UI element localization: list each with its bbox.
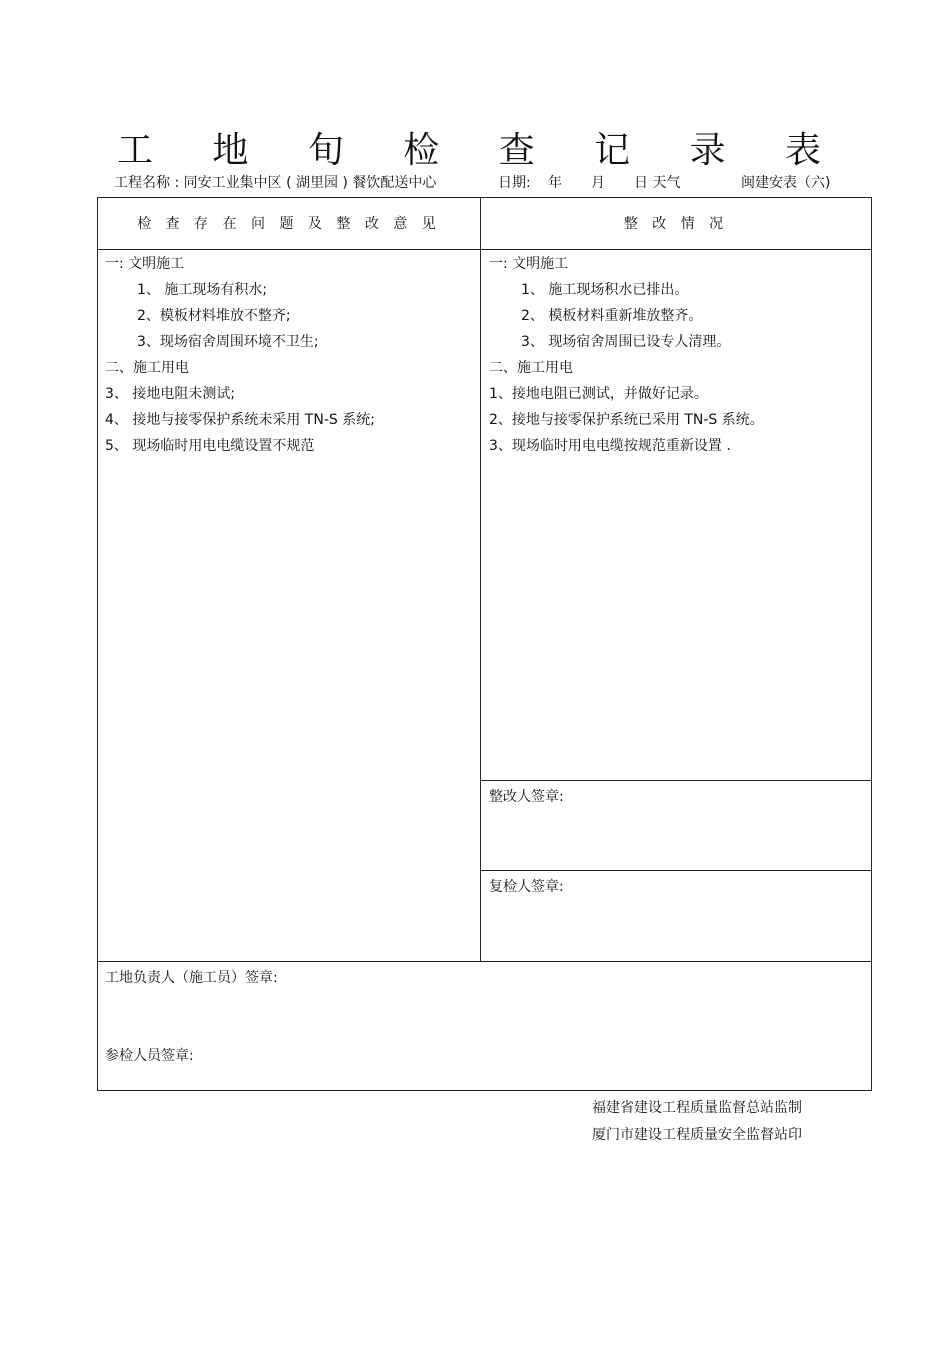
issue-line: 3、 接地电阻未测试; bbox=[105, 386, 236, 402]
rectification-line: 一: 文明施工 bbox=[489, 256, 569, 272]
header-info bbox=[0, 172, 950, 192]
date-label: 日期: bbox=[498, 175, 531, 191]
rectification-line: 2、 模板材料重新堆放整齐。 bbox=[521, 308, 703, 324]
rectifier-signature-label: 整改人签章: bbox=[489, 789, 564, 805]
site-manager-signature-label: 工地负责人（施工员）签章: bbox=[105, 970, 278, 986]
day-weather-label: 日 天气 bbox=[634, 175, 681, 191]
rechecker-signature-label: 复检人签章: bbox=[489, 879, 564, 895]
rechecker-divider bbox=[480, 870, 872, 871]
issues-column-header: 检 查 存 在 问 题 及 整 改 意 见 bbox=[137, 216, 441, 232]
rectification-line: 2、接地与接零保护系统已采用 TN-S 系统。 bbox=[489, 412, 764, 428]
header-divider bbox=[97, 249, 872, 250]
issue-line: 一: 文明施工 bbox=[105, 256, 185, 272]
issue-line: 4、 接地与接零保护系统未采用 TN-S 系统; bbox=[105, 412, 375, 428]
issue-line: 5、 现场临时用电电缆设置不规范 bbox=[105, 438, 315, 454]
issue-line: 3、现场宿舍周围环境不卫生; bbox=[137, 334, 319, 350]
column-divider bbox=[480, 197, 481, 962]
project-name: 工程名称 : 同安工业集中区 ( 湖里园 ) 餐饮配送中心 bbox=[114, 175, 437, 191]
issue-line: 二、施工用电 bbox=[105, 360, 189, 376]
bottom-divider bbox=[97, 961, 872, 962]
footer-issuer: 福建省建设工程质量监督总站监制 bbox=[592, 1100, 802, 1116]
form-code: 闽建安表（六) bbox=[741, 175, 831, 191]
year-label: 年 bbox=[548, 175, 562, 191]
issue-line: 1、 施工现场有积水; bbox=[137, 282, 268, 298]
issue-line: 2、模板材料堆放不整齐; bbox=[137, 308, 291, 324]
rectifier-divider bbox=[480, 780, 872, 781]
month-label: 月 bbox=[591, 175, 605, 191]
rectification-line: 1、接地电阻已测试，并做好记录。 bbox=[489, 386, 708, 402]
rectification-line: 二、施工用电 bbox=[489, 360, 573, 376]
rectification-line: 3、现场临时用电电缆按规范重新设置 . bbox=[489, 438, 731, 454]
participants-signature-label: 参检人员签章: bbox=[105, 1048, 194, 1064]
rectification-column-header: 整 改 情 况 bbox=[623, 216, 729, 232]
rectification-line: 3、 现场宿舍周围已设专人清理。 bbox=[521, 334, 731, 350]
form-title: 工 地 旬 检 查 记 录 表 bbox=[116, 130, 846, 171]
footer-printer: 厦门市建设工程质量安全监督站印 bbox=[592, 1127, 802, 1143]
rectification-line: 1、 施工现场积水已排出。 bbox=[521, 282, 689, 298]
